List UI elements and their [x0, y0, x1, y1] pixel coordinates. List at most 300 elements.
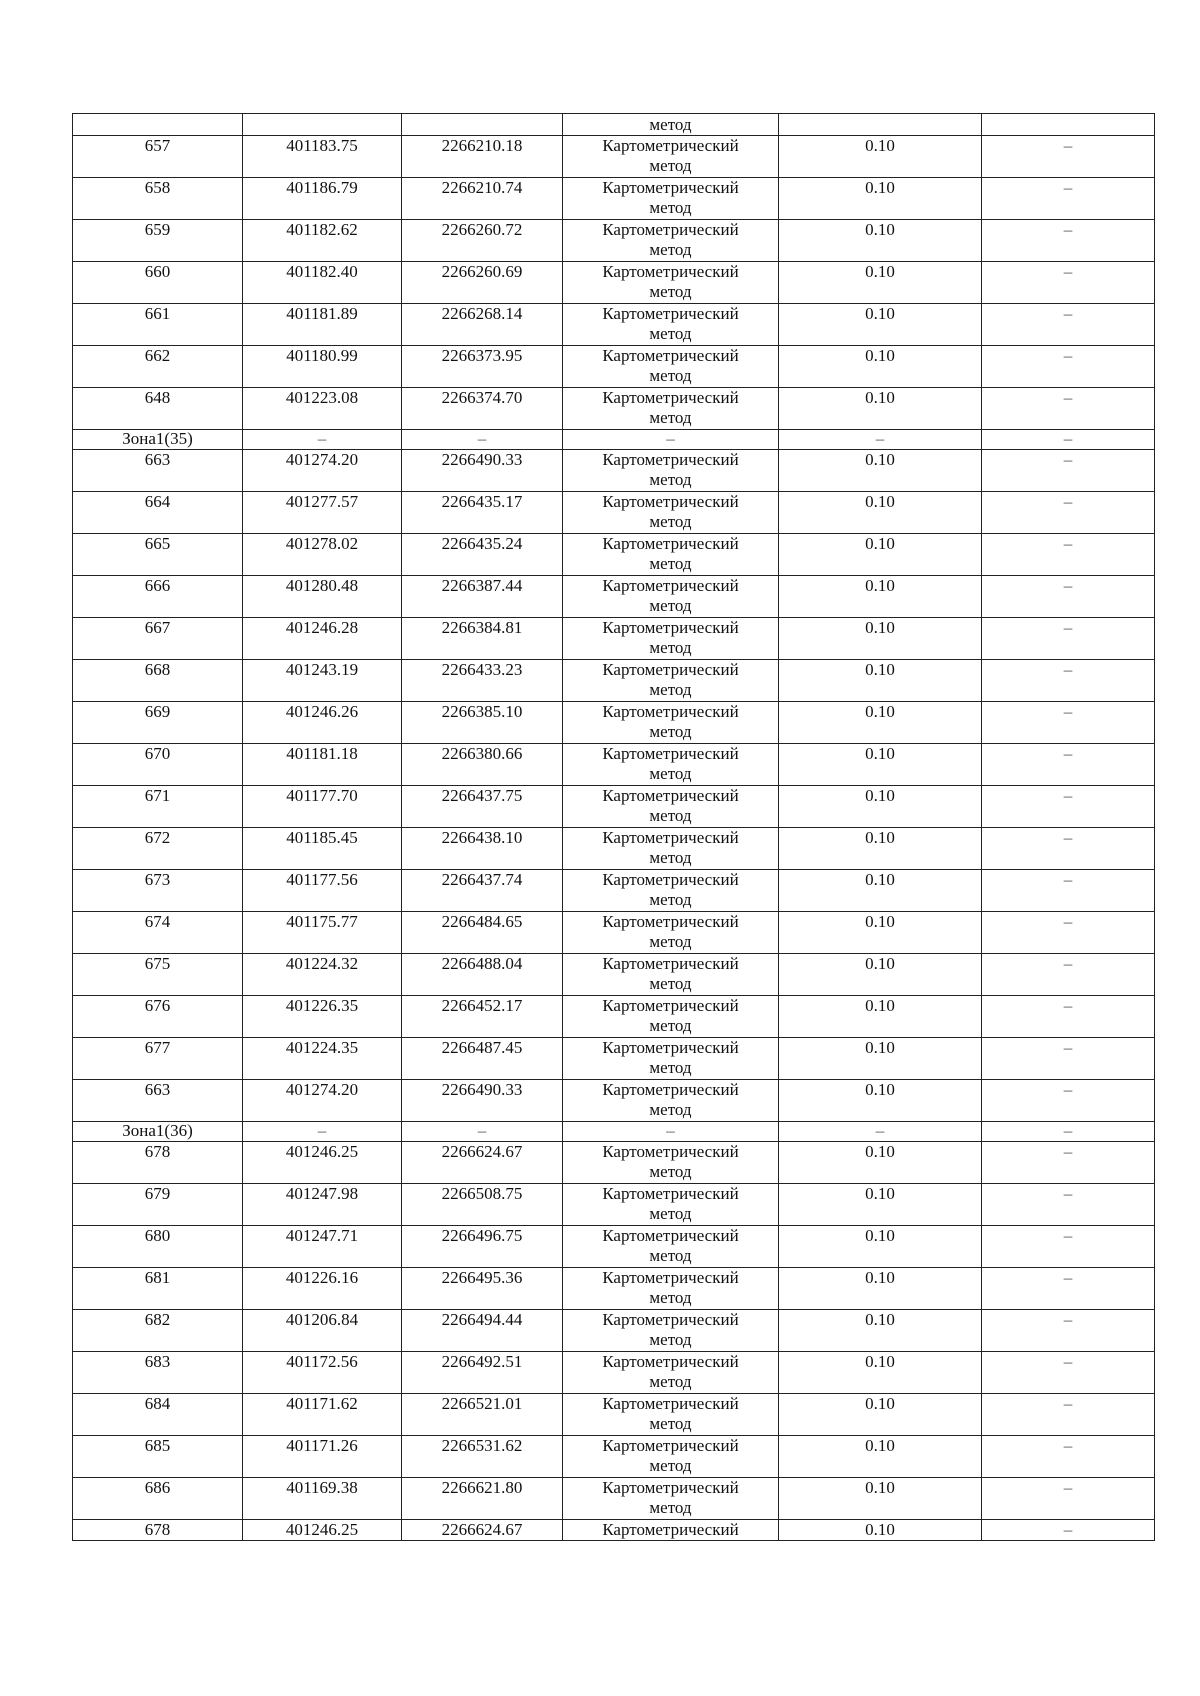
table-row [73, 346, 1155, 388]
point-number: 657 [73, 136, 243, 178]
coord-y: 2266437.75 [402, 786, 563, 828]
dash-cell: – [243, 430, 402, 450]
coord-x: 401206.84 [243, 1310, 402, 1352]
note-cell [982, 450, 1155, 492]
method-cell [563, 1142, 779, 1184]
method-line-1: Картометрический [602, 1310, 739, 1329]
table-row [73, 450, 1155, 492]
method-cell: метод [563, 114, 779, 136]
method-line-1: Картометрический [602, 304, 739, 323]
coord-y: 2266260.69 [402, 262, 563, 304]
coord-y: 2266384.81 [402, 618, 563, 660]
method-line-2: метод [649, 1058, 692, 1077]
point-number: 681 [73, 1268, 243, 1310]
method-line-1: Картометрический [602, 534, 739, 553]
method-cell [563, 828, 779, 870]
coord-x: 401182.40 [243, 262, 402, 304]
note-dash: – [1063, 220, 1073, 239]
note-dash: – [1063, 1142, 1073, 1161]
note-dash: – [1063, 346, 1073, 365]
coord-y: 2266373.95 [402, 346, 563, 388]
method-line-1: Картометрический [602, 220, 739, 239]
table-row [73, 954, 1155, 996]
method-cell [563, 1226, 779, 1268]
error-value: 0.10 [779, 1038, 982, 1080]
method-line-1: Картометрический [602, 744, 739, 763]
error-value: 0.10 [779, 912, 982, 954]
point-number: 679 [73, 1184, 243, 1226]
error-value: 0.10 [779, 1394, 982, 1436]
coord-y: 2266387.44 [402, 576, 563, 618]
method-line-2: метод [649, 470, 692, 489]
method-line-2: метод [649, 1456, 692, 1475]
coord-y: 2266490.33 [402, 450, 563, 492]
method-cell [563, 534, 779, 576]
table-row [73, 828, 1155, 870]
coord-y: 2266495.36 [402, 1268, 563, 1310]
coord-y: 2266260.72 [402, 220, 563, 262]
note-cell [982, 1520, 1155, 1541]
coord-y: 2266494.44 [402, 1310, 563, 1352]
table-row [73, 744, 1155, 786]
method-line-2: метод [649, 764, 692, 783]
note-cell [982, 1142, 1155, 1184]
method-line-1: Картометрический [602, 618, 739, 637]
point-number: 663 [73, 450, 243, 492]
note-dash: – [1063, 1080, 1073, 1099]
error-value: 0.10 [779, 534, 982, 576]
dash-cell: – [563, 1122, 779, 1142]
method-line-2: метод [649, 638, 692, 657]
coord-x: 401182.62 [243, 220, 402, 262]
error-value: 0.10 [779, 1268, 982, 1310]
error-value: 0.10 [779, 702, 982, 744]
dash-cell: – [779, 430, 982, 450]
dash-cell: – [243, 1122, 402, 1142]
method-line-2: метод [649, 554, 692, 573]
point-number: 673 [73, 870, 243, 912]
coord-x: 401246.26 [243, 702, 402, 744]
coord-x: 401181.18 [243, 744, 402, 786]
point-number: 658 [73, 178, 243, 220]
error-value: 0.10 [779, 1310, 982, 1352]
coord-y: 2266621.80 [402, 1478, 563, 1520]
table-row [73, 1142, 1155, 1184]
coord-y: 2266492.51 [402, 1352, 563, 1394]
note-cell [982, 1478, 1155, 1520]
method-cell [563, 1436, 779, 1478]
note-cell [982, 220, 1155, 262]
note-dash: – [1063, 618, 1073, 637]
method-line-1: Картометрический [602, 1038, 739, 1057]
method-line-2: метод [649, 1100, 692, 1119]
note-dash: – [1063, 1184, 1073, 1203]
method-cell [563, 618, 779, 660]
coord-x: 401224.35 [243, 1038, 402, 1080]
method-line-2: метод [649, 596, 692, 615]
coord-y: 2266435.17 [402, 492, 563, 534]
point-number: 671 [73, 786, 243, 828]
error-value: 0.10 [779, 870, 982, 912]
coord-y: 2266531.62 [402, 1436, 563, 1478]
method-cell [563, 1268, 779, 1310]
note-dash: – [1063, 1226, 1073, 1245]
dash-cell: – [779, 1122, 982, 1142]
table-row [73, 1310, 1155, 1352]
method-cell [563, 744, 779, 786]
note-cell [982, 954, 1155, 996]
note-dash: – [1063, 744, 1073, 763]
note-dash: – [1063, 1352, 1073, 1371]
coord-y: 2266624.67 [402, 1142, 563, 1184]
method-line-2: метод [649, 1162, 692, 1181]
coord-y: 2266437.74 [402, 870, 563, 912]
coord-x: 401280.48 [243, 576, 402, 618]
note-dash: – [1063, 1268, 1073, 1287]
table-row [73, 786, 1155, 828]
note-cell [982, 346, 1155, 388]
point-number: 685 [73, 1436, 243, 1478]
point-number: 678 [73, 1142, 243, 1184]
note-cell [982, 262, 1155, 304]
method-cell [563, 1310, 779, 1352]
error-value: 0.10 [779, 1436, 982, 1478]
method-line-2: метод [649, 240, 692, 259]
method-line-1: Картометрический [602, 450, 739, 469]
method-line-1: Картометрический [602, 1268, 739, 1287]
method-line-1: Картометрический [602, 1080, 739, 1099]
method-line-2: метод [649, 366, 692, 385]
point-number: 661 [73, 304, 243, 346]
table-row [73, 1080, 1155, 1122]
coord-y: 2266452.17 [402, 996, 563, 1038]
note-dash: – [1063, 1038, 1073, 1057]
method-line-2: метод [649, 1498, 692, 1517]
method-cell [563, 1038, 779, 1080]
coord-x: 401185.45 [243, 828, 402, 870]
method-cell [563, 388, 779, 430]
coord-x: 401183.75 [243, 136, 402, 178]
method-cell [563, 492, 779, 534]
error-value: 0.10 [779, 618, 982, 660]
coordinates-table-body [73, 114, 1155, 1541]
error-value: 0.10 [779, 450, 982, 492]
method-line-1: Картометрический [602, 954, 739, 973]
method-line-2: метод [649, 848, 692, 867]
table-row [73, 1038, 1155, 1080]
table-row [73, 220, 1155, 262]
point-number: 683 [73, 1352, 243, 1394]
dash-cell: – [563, 430, 779, 450]
error-value: 0.10 [779, 388, 982, 430]
method-line-2: метод [649, 1016, 692, 1035]
method-line-2: метод [649, 282, 692, 301]
table-row [73, 576, 1155, 618]
note-dash: – [1063, 954, 1073, 973]
note-dash: – [1063, 1310, 1073, 1329]
error-value: 0.10 [779, 828, 982, 870]
point-number: 682 [73, 1310, 243, 1352]
method-line-1: Картометрический [602, 870, 739, 889]
point-number: 672 [73, 828, 243, 870]
coord-x: 401246.25 [243, 1520, 402, 1541]
coord-x: 401246.25 [243, 1142, 402, 1184]
error-value: 0.10 [779, 1080, 982, 1122]
method-line-1: Картометрический [602, 1352, 739, 1371]
dash-cell: – [402, 1122, 563, 1142]
table-row-last [73, 1520, 1155, 1541]
method-cell [563, 136, 779, 178]
note-cell [982, 492, 1155, 534]
table-row [73, 262, 1155, 304]
method-cell [563, 304, 779, 346]
note-dash: – [1063, 1478, 1073, 1497]
error-value: 0.10 [779, 1226, 982, 1268]
method-line-2: метод [649, 890, 692, 909]
error-value: 0.10 [779, 660, 982, 702]
note-cell [982, 1226, 1155, 1268]
coord-x: 401223.08 [243, 388, 402, 430]
coord-x: 401274.20 [243, 450, 402, 492]
note-cell [982, 1184, 1155, 1226]
coord-x: 401224.32 [243, 954, 402, 996]
coord-y: 2266484.65 [402, 912, 563, 954]
coordinates-table-container [72, 113, 1148, 1541]
method-line-2: метод [649, 1246, 692, 1265]
table-row [73, 388, 1155, 430]
method-cell [563, 786, 779, 828]
note-dash: – [1063, 1394, 1073, 1413]
dash-cell: – [402, 430, 563, 450]
method-line-2: метод [649, 198, 692, 217]
coord-x: 401274.20 [243, 1080, 402, 1122]
table-row [73, 996, 1155, 1038]
coord-x: 401180.99 [243, 346, 402, 388]
point-number: 675 [73, 954, 243, 996]
point-number: 668 [73, 660, 243, 702]
method-line-1: Картометрический [602, 1478, 739, 1497]
note-cell [982, 136, 1155, 178]
coord-x: 401186.79 [243, 178, 402, 220]
table-row [73, 1394, 1155, 1436]
table-row [73, 534, 1155, 576]
note-dash: – [1063, 178, 1073, 197]
point-number: 659 [73, 220, 243, 262]
note-cell [982, 388, 1155, 430]
coord-x: 401171.26 [243, 1436, 402, 1478]
method-line-2: метод [649, 408, 692, 427]
method-cell [563, 1394, 779, 1436]
note-cell [982, 786, 1155, 828]
method-cell [563, 912, 779, 954]
note-cell [982, 178, 1155, 220]
method-cell [563, 702, 779, 744]
note-dash: – [1063, 388, 1073, 407]
dash-cell: – [982, 430, 1155, 450]
table-row [73, 870, 1155, 912]
coord-y: 2266490.33 [402, 1080, 563, 1122]
coord-x: 401175.77 [243, 912, 402, 954]
coord-x: 401226.35 [243, 996, 402, 1038]
method-line-1: Картометрический [602, 1520, 739, 1539]
zone-label: Зона1(36) [73, 1122, 243, 1142]
error-value: 0.10 [779, 178, 982, 220]
error-value: 0.10 [779, 220, 982, 262]
note-dash: – [1063, 1520, 1073, 1539]
method-line-1: Картометрический [602, 702, 739, 721]
table-row [73, 618, 1155, 660]
note-dash: – [1063, 912, 1073, 931]
note-dash: – [1063, 870, 1073, 889]
error-value: 0.10 [779, 1142, 982, 1184]
method-cell [563, 1080, 779, 1122]
coord-x: 401226.16 [243, 1268, 402, 1310]
error-value: 0.10 [779, 1184, 982, 1226]
method-line-2: метод [649, 1372, 692, 1391]
error-value: 0.10 [779, 954, 982, 996]
method-cell [563, 346, 779, 388]
point-number: 670 [73, 744, 243, 786]
method-line-2: метод [649, 722, 692, 741]
point-number: 676 [73, 996, 243, 1038]
coord-y: 2266268.14 [402, 304, 563, 346]
method-line-1: Картометрический [602, 178, 739, 197]
note-cell [982, 828, 1155, 870]
table-row [73, 178, 1155, 220]
note-cell [982, 702, 1155, 744]
coord-x: 401177.56 [243, 870, 402, 912]
note-dash: – [1063, 1436, 1073, 1455]
note-cell [982, 618, 1155, 660]
table-row [73, 1478, 1155, 1520]
table-row [73, 304, 1155, 346]
note-cell [982, 576, 1155, 618]
note-dash: – [1063, 996, 1073, 1015]
note-dash: – [1063, 136, 1073, 155]
note-dash: – [1063, 702, 1073, 721]
method-line-1: Картометрический [602, 1394, 739, 1413]
point-number: 660 [73, 262, 243, 304]
method-cell [563, 1478, 779, 1520]
method-line-1: Картометрический [602, 912, 739, 931]
method-line-1: Картометрический [602, 136, 739, 155]
table-row-continuation [73, 114, 1155, 136]
method-line-2: метод [649, 156, 692, 175]
method-line-2: метод [649, 324, 692, 343]
method-line-1: Картометрический [602, 1226, 739, 1245]
table-row [73, 1226, 1155, 1268]
point-number: 677 [73, 1038, 243, 1080]
note-cell [982, 1436, 1155, 1478]
note-cell [982, 1352, 1155, 1394]
note-dash: – [1063, 786, 1073, 805]
error-value: 0.10 [779, 136, 982, 178]
point-number: 666 [73, 576, 243, 618]
method-line-1: Картометрический [602, 262, 739, 281]
method-line-1: Картометрический [602, 828, 739, 847]
table-row [73, 492, 1155, 534]
method-cell [563, 996, 779, 1038]
coord-y: 2266508.75 [402, 1184, 563, 1226]
error-value: 0.10 [779, 744, 982, 786]
table-row [73, 912, 1155, 954]
point-number: 662 [73, 346, 243, 388]
note-cell [982, 912, 1155, 954]
point-number: 667 [73, 618, 243, 660]
table-row [73, 1268, 1155, 1310]
error-value: 0.10 [779, 786, 982, 828]
point-number: 664 [73, 492, 243, 534]
note-cell [982, 870, 1155, 912]
point-number: 680 [73, 1226, 243, 1268]
note-dash: – [1063, 492, 1073, 511]
note-dash: – [1063, 534, 1073, 553]
method-cell [563, 576, 779, 618]
method-cell [563, 1352, 779, 1394]
coord-y: 2266624.67 [402, 1520, 563, 1541]
method-line-1: Картометрический [602, 1142, 739, 1161]
zone-header-row [73, 1122, 1155, 1142]
coord-y: 2266433.23 [402, 660, 563, 702]
point-number: 678 [73, 1520, 243, 1541]
coord-y: 2266488.04 [402, 954, 563, 996]
coord-x: 401278.02 [243, 534, 402, 576]
method-cell [563, 450, 779, 492]
note-dash: – [1063, 262, 1073, 281]
zone-header-row [73, 430, 1155, 450]
coord-y: 2266374.70 [402, 388, 563, 430]
method-cell [563, 178, 779, 220]
method-line-1: Картометрический [602, 388, 739, 407]
coord-x: 401247.71 [243, 1226, 402, 1268]
table-row [73, 660, 1155, 702]
method-cell [563, 220, 779, 262]
method-cell [563, 1184, 779, 1226]
note-dash: – [1063, 576, 1073, 595]
coord-y: 2266496.75 [402, 1226, 563, 1268]
coord-x: 401243.19 [243, 660, 402, 702]
method-line-2: метод [649, 1414, 692, 1433]
error-value: 0.10 [779, 1520, 982, 1541]
note-dash: – [1063, 304, 1073, 323]
note-cell [982, 1038, 1155, 1080]
table-row [73, 1436, 1155, 1478]
coord-x: 401277.57 [243, 492, 402, 534]
coord-y: 2266385.10 [402, 702, 563, 744]
error-value: 0.10 [779, 576, 982, 618]
method-line-2: метод [649, 1204, 692, 1223]
coord-x: 401169.38 [243, 1478, 402, 1520]
method-line-2: метод [649, 1288, 692, 1307]
point-number: 663 [73, 1080, 243, 1122]
note-cell [982, 534, 1155, 576]
table-row [73, 1184, 1155, 1226]
coord-x: 401172.56 [243, 1352, 402, 1394]
method-line-1: Картометрический [602, 346, 739, 365]
method-cell [563, 660, 779, 702]
note-cell [982, 996, 1155, 1038]
error-value: 0.10 [779, 262, 982, 304]
point-number: 674 [73, 912, 243, 954]
error-value: 0.10 [779, 346, 982, 388]
coordinates-table [72, 113, 1155, 1541]
error-value: 0.10 [779, 1478, 982, 1520]
table-row [73, 1352, 1155, 1394]
point-number: 686 [73, 1478, 243, 1520]
coord-y: 2266210.18 [402, 136, 563, 178]
note-cell [982, 304, 1155, 346]
coord-y: 2266210.74 [402, 178, 563, 220]
